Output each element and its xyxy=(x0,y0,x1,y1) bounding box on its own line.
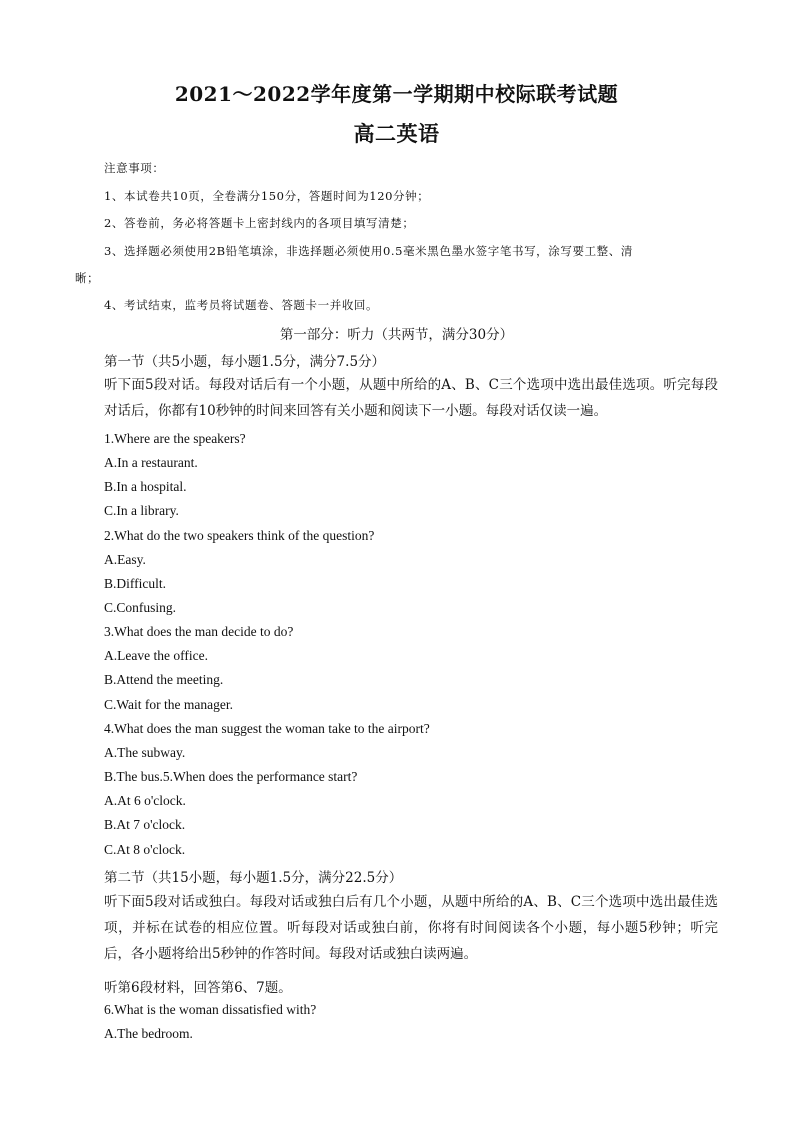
option-3c: C.Wait for the manager. xyxy=(104,697,233,712)
section1-heading: 第一节（共5小题，每小题1.5分，满分7.5分） xyxy=(104,354,386,370)
notice-item-3: 3、选择题必须使用2B铅笔填涂，非选择题必须使用0.5毫米黑色墨水签字笔书写，涂写要工整、清 xyxy=(104,244,633,258)
question-6: 6.What is the woman dissatisfied with? xyxy=(104,1002,317,1017)
question-3: 3.What does the man decide to do? xyxy=(104,624,294,639)
option-5b: B.At 7 o'clock. xyxy=(104,817,186,832)
notice-item-4: 4、考试结束，监考员将试题卷、答题卡一并收回。 xyxy=(104,298,379,312)
option-3a: A.Leave the office. xyxy=(104,648,208,663)
exam-subject: 高二英语 xyxy=(353,121,440,146)
section1-instructions xyxy=(104,372,718,424)
section2-instructions xyxy=(104,889,718,967)
option-5c: C.At 8 o'clock. xyxy=(104,842,186,857)
option-1c: C.In a library. xyxy=(104,503,179,518)
option-1b: B.In a hospital. xyxy=(104,479,187,494)
notice-heading: 注意事项： xyxy=(104,161,165,175)
material-6-prompt: 听第6段材料，回答第6、7题。 xyxy=(104,980,292,996)
option-2a: A.Easy. xyxy=(104,552,146,567)
notice-item-3-cont: 晰； xyxy=(75,271,100,285)
question-2: 2.What do the two speakers think of the question? xyxy=(104,528,375,543)
exam-title: 2021～2022学年度第一学期期中校际联考试题 xyxy=(174,82,619,106)
option-5a: A.At 6 o'clock. xyxy=(104,793,186,808)
option-6a: A.The bedroom. xyxy=(104,1026,193,1041)
question-4: 4.What does the man suggest the woman take to the airport? xyxy=(104,721,430,736)
option-2b: B.Difficult. xyxy=(104,576,166,591)
question-1: 1.Where are the speakers? xyxy=(104,431,246,446)
section1-instructions-text: 听下面5段对话。每段对话后有一个小题，从题中所给的A、B、C三个选项中选出最佳选项。听完每段对话后，你都有10秒钟的时间来回答有关小题和阅读下一小题。每段对话仅读一遍。 xyxy=(104,377,718,419)
section2-instructions-text: 听下面5段对话或独白。每段对话或独白后有几个小题，从题中所给的A、B、C三个选项中选出最佳选项，并标在试卷的相应位置。听每段对话或独白前，你将有时间阅读各个小题，每小题5秒钟；听完后，各小题将给出5秒钟的作答时间。每段对话或独白读两遍。 xyxy=(104,894,718,962)
option-3b: B.Attend the meeting. xyxy=(104,672,224,687)
notice-item-1: 1、本试卷共10页，全卷满分150分，答题时间为120分钟； xyxy=(104,189,430,203)
section2-heading: 第二节（共15小题，每小题1.5分，满分22.5分） xyxy=(104,870,403,886)
option-2c: C.Confusing. xyxy=(104,600,177,615)
option-4a: A.The subway. xyxy=(104,745,186,760)
option-1a: A.In a restaurant. xyxy=(104,455,198,470)
option-4b-question-5: B.The bus.5.When does the performance start? xyxy=(104,769,358,784)
part1-heading: 第一部分：听力（共两节，满分30分） xyxy=(279,327,514,343)
notice-item-2: 2、答卷前，务必将答题卡上密封线内的各项目填写清楚； xyxy=(104,216,415,230)
